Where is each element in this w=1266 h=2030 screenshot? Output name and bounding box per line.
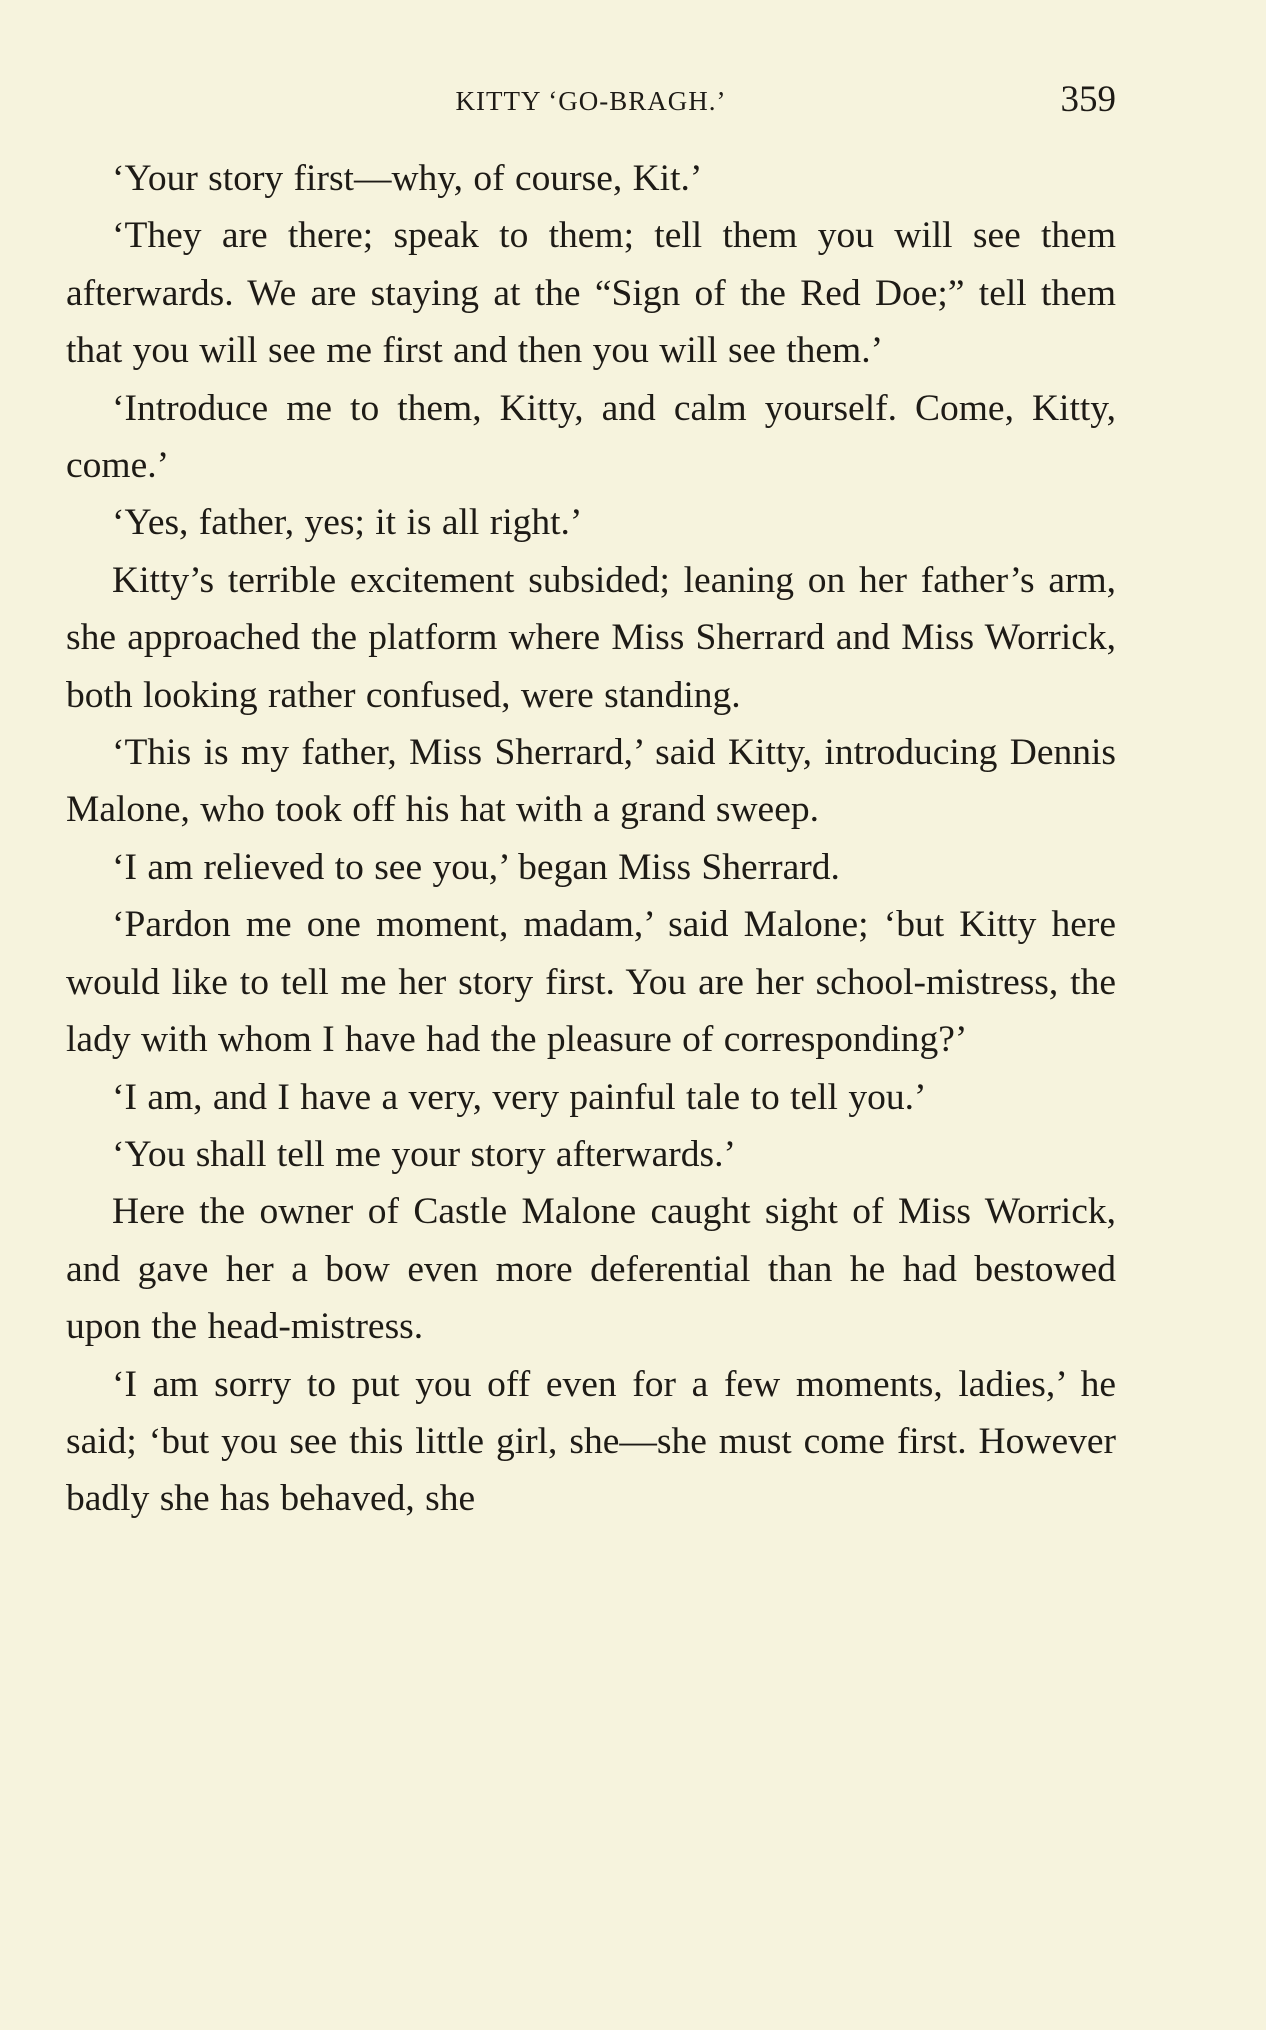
paragraph: ‘Your story first—why, of course, Kit.’ [112, 158, 703, 199]
page-number: 359 [1060, 79, 1116, 120]
paragraph: ‘I am relieved to see you,’ began Miss Sherrard. [112, 846, 840, 888]
paragraph: ‘Yes, father, yes; it is all right.’ [112, 502, 583, 544]
paragraph: ‘They are there; speak to them; tell them you will see them afterwards. We are staying at the “Sign of the Red Doe;” tell them that you will see me first and then you will see them.’ [66, 215, 1116, 372]
paragraph: Kitty’s terrible excitement subsided; leaning on her father’s arm, she approached the platform where Miss Sherrard and Miss Worrick, both looking rather confused, were standing. [66, 559, 1116, 716]
paragraph: Here the owner of Castle Malone caught sight of Miss Worrick, and gave her a bow even more deferential than he had bestowed upon the head-mistress. [66, 1191, 1116, 1348]
paragraph: ‘You shall tell me your story afterwards.’ [112, 1133, 736, 1175]
paragraph: ‘Pardon me one moment, madam,’ said Malone; ‘but Kitty here would like to tell me her story first. You are her school-mistress, the lady with whom I have had the pleasure of corresponding?’ [66, 904, 1116, 1061]
running-head [66, 72, 1116, 132]
paragraph: ‘Introduce me to them, Kitty, and calm yourself. Come, Kitty, come.’ [66, 387, 1116, 487]
paragraph: ‘I am sorry to put you off even for a few moments, ladies,’ he said; ‘but you see this little girl, she—she must come first. However badly she has behaved, she [66, 1363, 1116, 1520]
paragraph: ‘I am, and I have a very, very painful tale to tell you.’ [112, 1076, 927, 1118]
book-page [66, 72, 1116, 1528]
running-title: KITTY ‘GO-BRAGH.’ [455, 86, 727, 116]
body-text [66, 150, 1116, 1528]
paragraph: ‘This is my father, Miss Sherrard,’ said Kitty, introducing Dennis Malone, who took off his hat with a grand sweep. [66, 732, 1116, 831]
